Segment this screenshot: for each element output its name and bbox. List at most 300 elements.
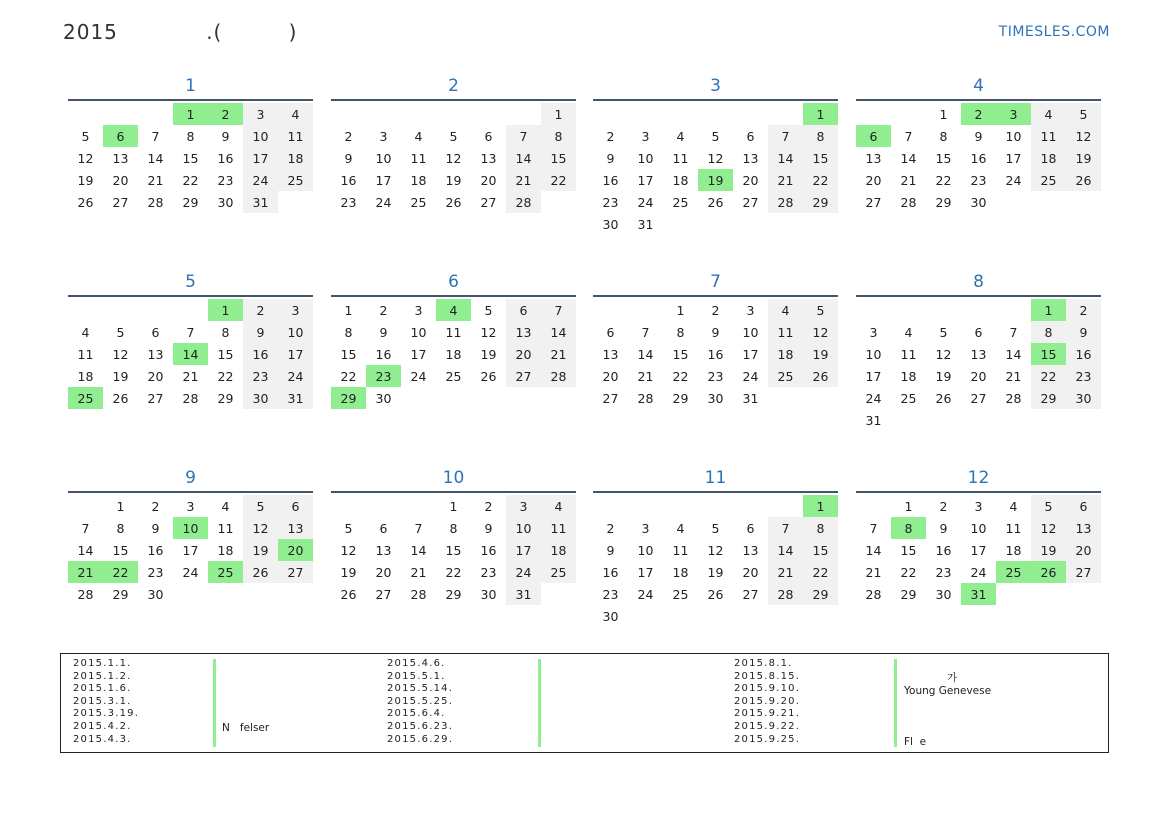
day-cell: 28 <box>147 194 164 210</box>
day-cell: 2 <box>711 302 720 318</box>
day-cell: 5 <box>711 128 720 144</box>
day-cell: 11 <box>541 517 576 539</box>
month-title: 10 <box>442 468 465 488</box>
day-cell: 14 <box>637 346 654 362</box>
day-cell: 11 <box>217 520 234 536</box>
day-cell: 26 <box>112 390 129 406</box>
day-cell: 15 <box>340 346 357 362</box>
day-cell: 15 <box>112 542 129 558</box>
empty-cell <box>856 299 891 321</box>
empty-cell <box>698 495 733 517</box>
day-cell: 2 <box>484 498 493 514</box>
day-cell: 5 <box>484 302 493 318</box>
holiday-cell: 14 <box>173 343 208 365</box>
day-grid <box>593 495 838 627</box>
legend-date: 2015.9.10. <box>734 683 801 695</box>
holiday-cell: 4 <box>436 299 471 321</box>
empty-cell <box>593 103 628 125</box>
day-cell: 12 <box>340 542 357 558</box>
day-cell: 27 <box>278 561 313 583</box>
legend-date: 2015.1.6. <box>73 683 132 695</box>
day-cell: 25 <box>410 194 427 210</box>
day-cell: 21 <box>637 368 654 384</box>
holiday-cell: 22 <box>103 561 138 583</box>
day-cell: 18 <box>278 147 313 169</box>
legend-date: 2015.9.25. <box>734 733 801 745</box>
day-cell: 12 <box>1066 125 1101 147</box>
day-cell: 13 <box>742 542 759 558</box>
day-cell: 11 <box>1031 125 1066 147</box>
day-cell: 28 <box>506 191 541 213</box>
day-cell: 13 <box>278 517 313 539</box>
day-cell: 26 <box>77 194 94 210</box>
day-cell: 5 <box>803 299 838 321</box>
day-cell: 22 <box>672 368 689 384</box>
holiday-cell: 1 <box>803 495 838 517</box>
empty-cell <box>138 299 173 321</box>
day-cell: 5 <box>116 324 125 340</box>
day-cell: 13 <box>112 150 129 166</box>
day-cell: 14 <box>1005 346 1022 362</box>
holiday-cell: 21 <box>68 561 103 583</box>
day-cell: 18 <box>541 539 576 561</box>
day-cell: 1 <box>676 302 685 318</box>
day-cell: 20 <box>375 564 392 580</box>
day-cell: 5 <box>243 495 278 517</box>
day-cell: 12 <box>243 517 278 539</box>
legend-date: 2015.9.20. <box>734 695 801 707</box>
day-cell: 16 <box>243 343 278 365</box>
day-cell: 8 <box>676 324 685 340</box>
legend-note: N felser <box>222 722 270 734</box>
day-cell: 18 <box>900 368 917 384</box>
day-cell: 9 <box>151 520 160 536</box>
holiday-cell: 15 <box>1031 343 1066 365</box>
empty-cell <box>768 495 803 517</box>
day-cell: 14 <box>77 542 94 558</box>
month-title: 7 <box>710 272 721 292</box>
day-cell: 21 <box>768 561 803 583</box>
day-cell: 30 <box>707 390 724 406</box>
day-cell: 25 <box>672 586 689 602</box>
day-grid <box>68 495 313 605</box>
day-cell: 7 <box>541 299 576 321</box>
holiday-cell: 6 <box>103 125 138 147</box>
day-cell: 6 <box>506 299 541 321</box>
day-cell: 2 <box>1066 299 1101 321</box>
site-label[interactable]: TIMESLES.COM <box>998 24 1110 40</box>
day-cell: 24 <box>865 390 882 406</box>
month-7 <box>593 262 838 409</box>
day-cell: 30 <box>243 387 278 409</box>
day-cell: 19 <box>1031 539 1066 561</box>
day-cell: 27 <box>970 390 987 406</box>
day-cell: 25 <box>768 365 803 387</box>
legend-dates-col3 <box>734 658 800 746</box>
day-cell: 9 <box>344 150 353 166</box>
day-cell: 12 <box>77 150 94 166</box>
day-cell: 2 <box>606 520 615 536</box>
empty-cell <box>891 299 926 321</box>
legend-date: 2015.4.6. <box>387 658 446 669</box>
day-cell: 24 <box>278 365 313 387</box>
day-cell: 13 <box>970 346 987 362</box>
day-cell: 6 <box>746 128 755 144</box>
empty-cell <box>401 495 436 517</box>
day-cell: 22 <box>340 368 357 384</box>
day-cell: 8 <box>221 324 230 340</box>
empty-cell <box>366 495 401 517</box>
day-cell: 21 <box>506 169 541 191</box>
day-cell: 17 <box>742 346 759 362</box>
day-cell: 22 <box>445 564 462 580</box>
day-cell: 17 <box>182 542 199 558</box>
day-cell: 8 <box>803 125 838 147</box>
day-cell: 11 <box>672 542 689 558</box>
day-cell: 29 <box>672 390 689 406</box>
day-cell: 14 <box>865 542 882 558</box>
day-cell: 13 <box>742 150 759 166</box>
day-cell: 31 <box>742 390 759 406</box>
day-cell: 4 <box>768 299 803 321</box>
day-cell: 10 <box>970 520 987 536</box>
empty-cell <box>733 495 768 517</box>
day-cell: 23 <box>147 564 164 580</box>
day-cell: 9 <box>606 542 615 558</box>
day-cell: 4 <box>676 128 685 144</box>
day-cell: 29 <box>1031 387 1066 409</box>
day-cell: 8 <box>344 324 353 340</box>
day-cell: 27 <box>742 586 759 602</box>
day-cell: 28 <box>1005 390 1022 406</box>
day-cell: 18 <box>1005 542 1022 558</box>
day-cell: 16 <box>1066 343 1101 365</box>
day-cell: 15 <box>672 346 689 362</box>
day-cell: 29 <box>935 194 952 210</box>
legend-date: 2015.8.15. <box>734 670 801 682</box>
day-cell: 7 <box>151 128 160 144</box>
legend-date: 2015.1.1. <box>73 658 132 669</box>
day-cell: 30 <box>217 194 234 210</box>
month-title: 9 <box>185 468 196 488</box>
day-cell: 28 <box>637 390 654 406</box>
day-cell: 3 <box>379 128 388 144</box>
day-cell: 4 <box>81 324 90 340</box>
day-cell: 30 <box>602 216 619 232</box>
legend-date: 2015.4.3. <box>73 733 132 745</box>
day-cell: 16 <box>340 172 357 188</box>
day-cell: 17 <box>865 368 882 384</box>
day-grid <box>593 103 838 235</box>
month-title: 1 <box>185 76 196 96</box>
legend-date: 2015.8.1. <box>734 658 793 669</box>
day-cell: 6 <box>606 324 615 340</box>
holiday-cell: 1 <box>1031 299 1066 321</box>
day-cell: 1 <box>449 498 458 514</box>
day-cell: 2 <box>606 128 615 144</box>
day-cell: 2 <box>379 302 388 318</box>
day-cell: 9 <box>1066 321 1101 343</box>
day-cell: 18 <box>768 343 803 365</box>
day-cell: 14 <box>410 542 427 558</box>
day-cell: 28 <box>865 586 882 602</box>
day-cell: 9 <box>221 128 230 144</box>
day-cell: 24 <box>506 561 541 583</box>
day-cell: 13 <box>865 150 882 166</box>
empty-cell <box>68 495 103 517</box>
day-cell: 3 <box>746 302 755 318</box>
empty-cell <box>103 299 138 321</box>
day-cell: 6 <box>974 324 983 340</box>
empty-cell <box>628 103 663 125</box>
day-cell: 26 <box>935 390 952 406</box>
day-cell: 12 <box>707 542 724 558</box>
day-cell: 12 <box>803 321 838 343</box>
day-cell: 11 <box>900 346 917 362</box>
day-cell: 5 <box>711 520 720 536</box>
day-cell: 30 <box>375 390 392 406</box>
day-cell: 20 <box>112 172 129 188</box>
month-1 <box>68 66 313 213</box>
day-cell: 19 <box>445 172 462 188</box>
day-cell: 11 <box>278 125 313 147</box>
day-cell: 27 <box>506 365 541 387</box>
day-cell: 1 <box>904 498 913 514</box>
empty-cell <box>996 299 1031 321</box>
day-cell: 31 <box>637 216 654 232</box>
day-cell: 14 <box>506 147 541 169</box>
day-cell: 6 <box>484 128 493 144</box>
day-cell: 11 <box>410 150 427 166</box>
day-cell: 22 <box>541 169 576 191</box>
day-cell: 2 <box>243 299 278 321</box>
day-cell: 21 <box>541 343 576 365</box>
day-cell: 3 <box>974 498 983 514</box>
day-cell: 22 <box>803 169 838 191</box>
day-cell: 23 <box>935 564 952 580</box>
day-cell: 17 <box>278 343 313 365</box>
month-title: 8 <box>973 272 984 292</box>
empty-cell <box>593 299 628 321</box>
day-cell: 3 <box>414 302 423 318</box>
day-cell: 17 <box>506 539 541 561</box>
day-cell: 16 <box>935 542 952 558</box>
day-cell: 25 <box>541 561 576 583</box>
month-6 <box>331 262 576 409</box>
holiday-cell: 23 <box>366 365 401 387</box>
day-cell: 1 <box>541 103 576 125</box>
day-cell: 24 <box>742 368 759 384</box>
day-cell: 3 <box>278 299 313 321</box>
holiday-cell: 1 <box>173 103 208 125</box>
month-title: 4 <box>973 76 984 96</box>
month-title: 3 <box>710 76 721 96</box>
day-cell: 30 <box>1066 387 1101 409</box>
day-cell: 18 <box>217 542 234 558</box>
day-cell: 26 <box>803 365 838 387</box>
day-cell: 16 <box>602 564 619 580</box>
day-cell: 27 <box>1066 561 1101 583</box>
day-cell: 8 <box>1031 321 1066 343</box>
day-cell: 23 <box>480 564 497 580</box>
legend-date: 2015.5.1. <box>387 670 446 682</box>
day-cell: 30 <box>935 586 952 602</box>
day-cell: 29 <box>803 191 838 213</box>
day-cell: 18 <box>672 172 689 188</box>
day-grid <box>331 299 576 409</box>
holiday-cell: 29 <box>331 387 366 409</box>
day-cell: 29 <box>112 586 129 602</box>
day-cell: 20 <box>602 368 619 384</box>
day-cell: 25 <box>672 194 689 210</box>
empty-cell <box>331 103 366 125</box>
month-title: 12 <box>967 468 990 488</box>
month-title: 2 <box>448 76 459 96</box>
holiday-cell: 20 <box>278 539 313 561</box>
day-cell: 13 <box>1066 517 1101 539</box>
holiday-cell: 25 <box>208 561 243 583</box>
day-cell: 28 <box>410 586 427 602</box>
day-cell: 15 <box>217 346 234 362</box>
day-cell: 18 <box>1031 147 1066 169</box>
day-cell: 23 <box>1066 365 1101 387</box>
empty-cell <box>733 103 768 125</box>
empty-cell <box>628 495 663 517</box>
day-cell: 6 <box>151 324 160 340</box>
day-cell: 16 <box>602 172 619 188</box>
day-cell: 21 <box>768 169 803 191</box>
legend-divider <box>213 659 216 747</box>
day-cell: 13 <box>602 346 619 362</box>
day-cell: 21 <box>147 172 164 188</box>
month-3 <box>593 66 838 235</box>
day-cell: 17 <box>970 542 987 558</box>
day-cell: 13 <box>480 150 497 166</box>
holiday-legend <box>60 653 1109 753</box>
holiday-cell: 3 <box>996 103 1031 125</box>
day-cell: 4 <box>221 498 230 514</box>
day-cell: 15 <box>900 542 917 558</box>
day-cell: 19 <box>77 172 94 188</box>
day-cell: 19 <box>243 539 278 561</box>
day-cell: 30 <box>147 586 164 602</box>
day-cell: 18 <box>445 346 462 362</box>
month-title: 5 <box>185 272 196 292</box>
day-cell: 4 <box>414 128 423 144</box>
day-cell: 26 <box>480 368 497 384</box>
day-cell: 12 <box>1031 517 1066 539</box>
day-cell: 15 <box>935 150 952 166</box>
empty-cell <box>331 495 366 517</box>
legend-date: 2015.1.2. <box>73 670 132 682</box>
legend-divider <box>894 659 897 747</box>
legend-dates-col1 <box>73 658 139 746</box>
empty-cell <box>628 299 663 321</box>
day-cell: 31 <box>278 387 313 409</box>
day-cell: 15 <box>182 150 199 166</box>
day-cell: 19 <box>935 368 952 384</box>
empty-cell <box>506 103 541 125</box>
empty-cell <box>891 103 926 125</box>
day-cell: 16 <box>217 150 234 166</box>
day-cell: 7 <box>869 520 878 536</box>
day-cell: 4 <box>1009 498 1018 514</box>
day-cell: 23 <box>707 368 724 384</box>
day-cell: 17 <box>637 172 654 188</box>
empty-cell <box>926 299 961 321</box>
day-cell: 22 <box>217 368 234 384</box>
page-title: 2015 .( ) <box>63 20 298 44</box>
day-cell: 5 <box>1066 103 1101 125</box>
day-cell: 26 <box>445 194 462 210</box>
day-cell: 7 <box>768 125 803 147</box>
day-cell: 5 <box>1031 495 1066 517</box>
day-cell: 3 <box>641 128 650 144</box>
day-cell: 20 <box>742 172 759 188</box>
day-cell: 24 <box>637 586 654 602</box>
day-cell: 13 <box>375 542 392 558</box>
day-cell: 7 <box>768 517 803 539</box>
day-cell: 24 <box>375 194 392 210</box>
empty-cell <box>663 495 698 517</box>
day-cell: 11 <box>768 321 803 343</box>
day-cell: 29 <box>803 583 838 605</box>
day-cell: 15 <box>445 542 462 558</box>
day-cell: 14 <box>541 321 576 343</box>
day-cell: 26 <box>707 586 724 602</box>
day-cell: 26 <box>243 561 278 583</box>
day-cell: 19 <box>112 368 129 384</box>
day-cell: 21 <box>1005 368 1022 384</box>
day-grid <box>331 103 576 213</box>
day-cell: 24 <box>1005 172 1022 188</box>
day-cell: 13 <box>147 346 164 362</box>
month-4 <box>856 66 1101 213</box>
day-cell: 9 <box>939 520 948 536</box>
day-cell: 10 <box>865 346 882 362</box>
day-cell: 30 <box>602 608 619 624</box>
day-cell: 23 <box>217 172 234 188</box>
day-cell: 15 <box>803 147 838 169</box>
day-cell: 25 <box>1031 169 1066 191</box>
day-cell: 10 <box>1005 128 1022 144</box>
empty-cell <box>663 103 698 125</box>
day-cell: 21 <box>900 172 917 188</box>
day-cell: 12 <box>707 150 724 166</box>
day-cell: 29 <box>182 194 199 210</box>
day-cell: 12 <box>935 346 952 362</box>
holiday-cell: 19 <box>698 169 733 191</box>
day-cell: 28 <box>77 586 94 602</box>
legend-date: 2015.6.23. <box>387 720 454 732</box>
day-cell: 15 <box>803 539 838 561</box>
day-cell: 12 <box>480 324 497 340</box>
day-cell: 9 <box>711 324 720 340</box>
day-cell: 8 <box>449 520 458 536</box>
day-cell: 5 <box>449 128 458 144</box>
day-cell: 10 <box>375 150 392 166</box>
day-cell: 28 <box>182 390 199 406</box>
legend-date: 2015.5.14. <box>387 683 454 695</box>
day-cell: 17 <box>1005 150 1022 166</box>
day-cell: 25 <box>900 390 917 406</box>
legend-date: 2015.3.1. <box>73 695 132 707</box>
month-9 <box>68 458 313 605</box>
day-cell: 8 <box>186 128 195 144</box>
day-cell: 22 <box>803 561 838 583</box>
month-title: 11 <box>704 468 727 488</box>
empty-cell <box>436 103 471 125</box>
